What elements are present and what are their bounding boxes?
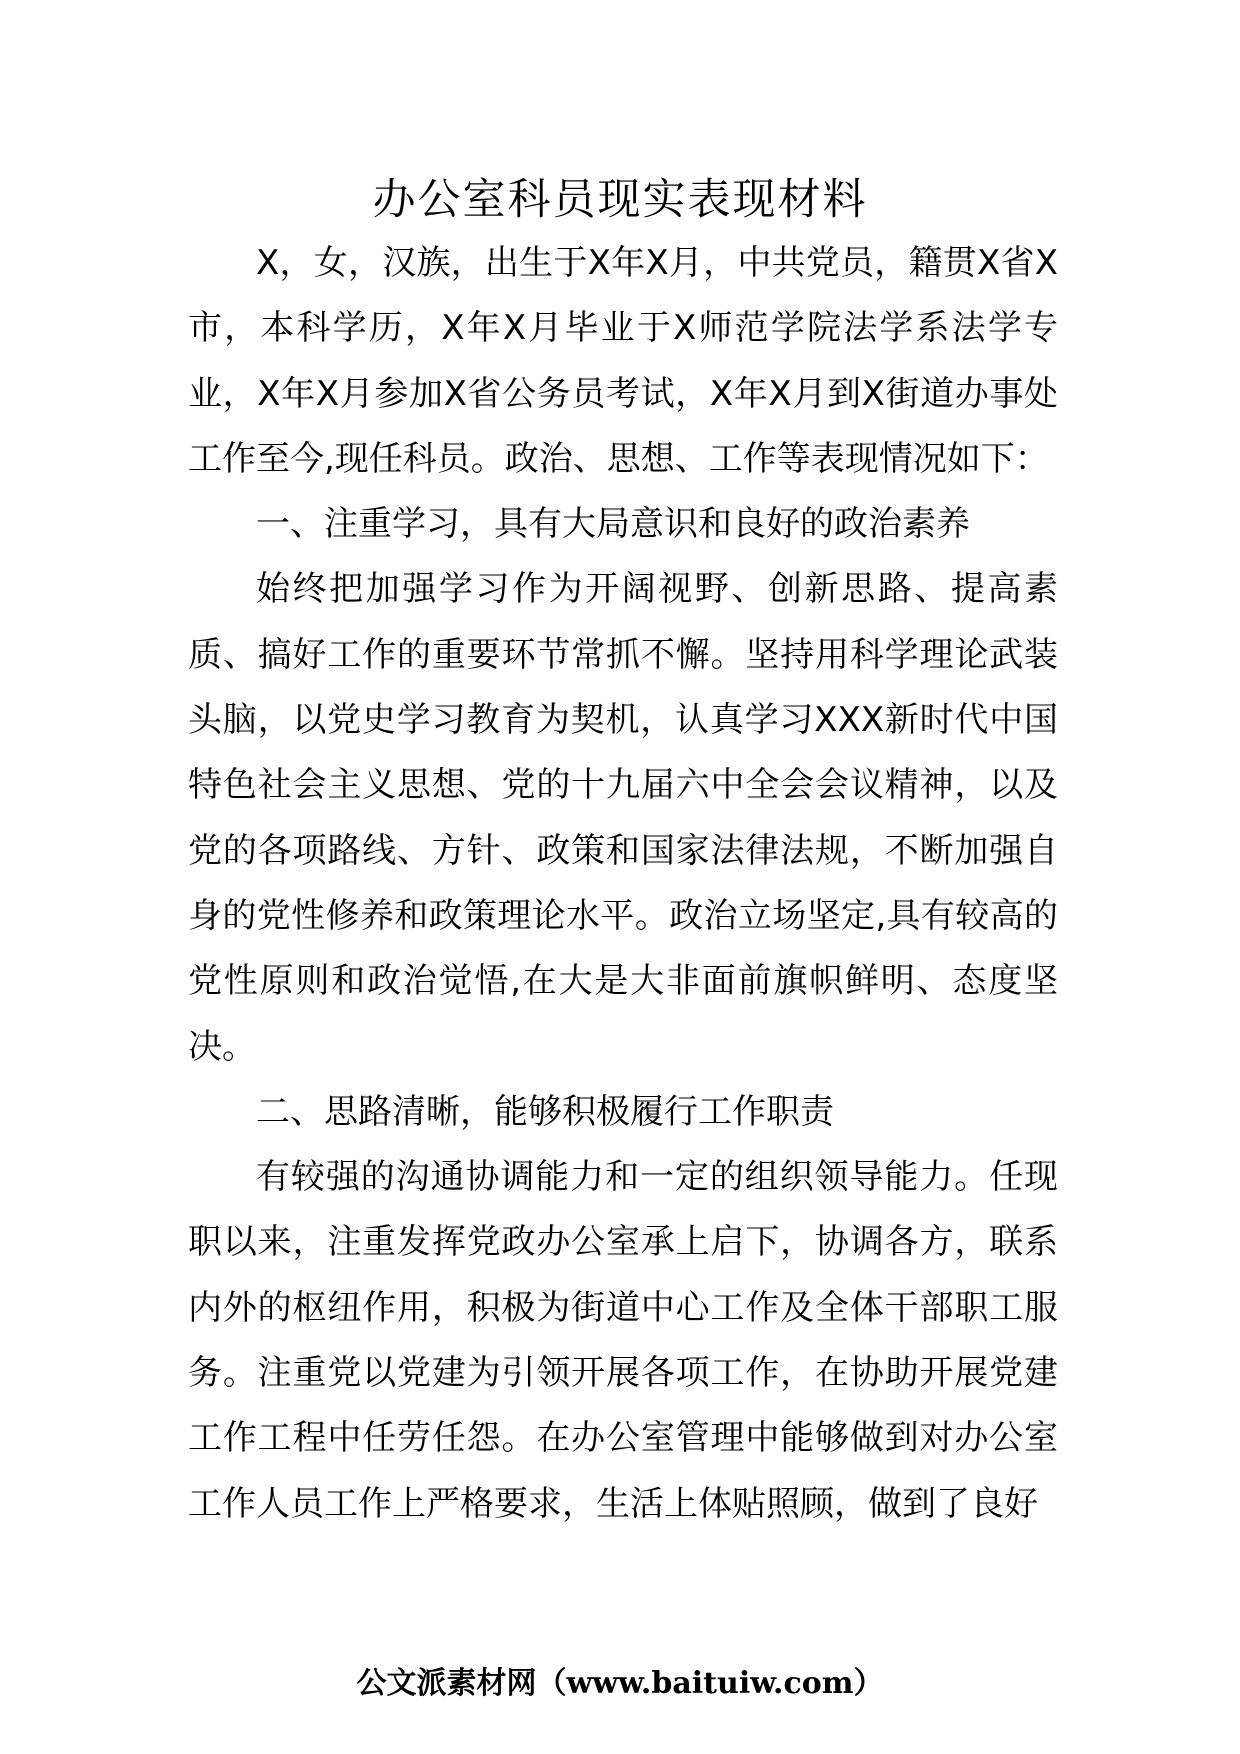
footer-watermark: 公文派素材网（www.baituiw.com） bbox=[356, 1666, 884, 1701]
section-heading-2: 二、思路清晰，能够积极履行工作职责 bbox=[256, 1091, 834, 1132]
paragraph-section-1: 始终把加强学习作为开阔视野、创新思路、提高素质、搞好工作的重要环节常抓不懈。坚持用科学理论武装头脑，以党史学习教育为契机，认真学习XXX新时代中国特色社会主义思想、党的十九届六中全会会议精神，以及党的各项路线、方针、政策和国家法律法规，不断加强自身的党性修养和政策理论水平。政治立场坚定,具有较高的党性原则和政治觉悟,在大是大非面前旗帜鲜明、态度坚决。 bbox=[188, 569, 1058, 1067]
paragraph-intro: X，女，汉族，出生于X年X月，中共党员，籍贯X省X市，本科学历，X年X月毕业于X师范学院法学系法学专业，X年X月参加X省公务员考试，X年X月到X街道办事处工作至今,现任科员。政治、思想、工作等表现情况如下： bbox=[188, 243, 1058, 479]
document-title: 办公室科员现实表现材料 bbox=[372, 175, 868, 225]
document-body bbox=[188, 231, 1058, 1537]
paragraph-section-2: 有较强的沟通协调能力和一定的组织领导能力。任现职以来，注重发挥党政办公室承上启下，协调各方，联系内外的枢纽作用，积极为街道中心工作及全体干部职工服务。注重党以党建为引领开展各项工作，在协助开展党建工作工程中任劳任怨。在办公室管理中能够做到对办公室工作人员工作上严格要求，生活上体贴照顾，做到了良好 bbox=[188, 1157, 1058, 1524]
section-heading-1: 一、注重学习，具有大局意识和良好的政治素养 bbox=[256, 504, 970, 545]
